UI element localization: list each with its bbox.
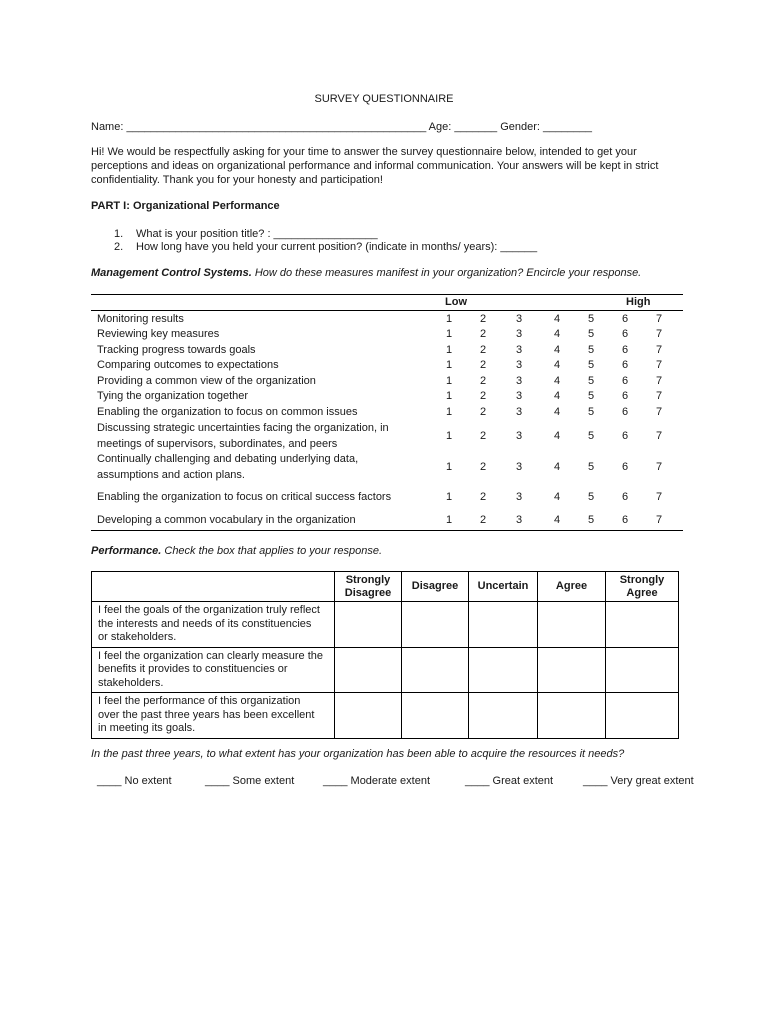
rating-option[interactable]: 1 bbox=[445, 429, 453, 442]
rating-option[interactable]: 1 bbox=[445, 389, 453, 402]
rating-option[interactable]: 1 bbox=[445, 312, 453, 325]
rating-option[interactable]: 2 bbox=[479, 429, 487, 442]
option-moderate-extent[interactable]: ____ Moderate extent bbox=[323, 775, 431, 787]
rating-option[interactable]: 3 bbox=[515, 389, 523, 402]
page-title: SURVEY QUESTIONNAIRE bbox=[314, 93, 454, 105]
rating-option[interactable]: 5 bbox=[587, 343, 595, 356]
rating-option[interactable]: 2 bbox=[479, 513, 487, 526]
checkbox-cell[interactable] bbox=[335, 647, 402, 693]
rating-option[interactable]: 7 bbox=[655, 358, 663, 371]
performance-heading bbox=[91, 545, 382, 557]
rating-option[interactable]: 6 bbox=[621, 343, 629, 356]
rating-option[interactable]: 4 bbox=[553, 460, 561, 473]
rating-table-bottom-rule bbox=[91, 530, 683, 531]
option-very-great-extent[interactable]: ____ Very great extent bbox=[583, 775, 694, 787]
rating-option[interactable]: 2 bbox=[479, 405, 487, 418]
rating-option[interactable]: 2 bbox=[479, 490, 487, 503]
rating-option[interactable]: 1 bbox=[445, 343, 453, 356]
rating-option[interactable]: 1 bbox=[445, 490, 453, 503]
rating-option[interactable]: 6 bbox=[621, 358, 629, 371]
checkbox-cell[interactable] bbox=[335, 693, 402, 739]
rating-option[interactable]: 3 bbox=[515, 374, 523, 387]
rating-option[interactable]: 5 bbox=[587, 460, 595, 473]
rating-option[interactable]: 6 bbox=[621, 429, 629, 442]
checkbox-cell[interactable] bbox=[538, 693, 606, 739]
checkbox-cell[interactable] bbox=[469, 602, 538, 648]
rating-option[interactable]: 2 bbox=[479, 460, 487, 473]
checkbox-cell[interactable] bbox=[469, 647, 538, 693]
rating-option[interactable]: 7 bbox=[655, 490, 663, 503]
rating-option[interactable]: 2 bbox=[479, 389, 487, 402]
rating-option[interactable]: 7 bbox=[655, 513, 663, 526]
rating-option[interactable]: 1 bbox=[445, 460, 453, 473]
rating-option[interactable]: 2 bbox=[479, 374, 487, 387]
rating-option[interactable]: 3 bbox=[515, 343, 523, 356]
rating-option[interactable]: 4 bbox=[553, 358, 561, 371]
rating-row-label: Enabling the organization to focus on critical success factors bbox=[97, 491, 392, 503]
performance-header-row bbox=[92, 572, 679, 602]
rating-option[interactable]: 1 bbox=[445, 327, 453, 340]
checkbox-cell[interactable] bbox=[538, 602, 606, 648]
rating-option[interactable]: 6 bbox=[621, 327, 629, 340]
col-strongly-agree: Strongly Agree bbox=[606, 572, 679, 602]
name-age-gender-line[interactable]: Name: _________________________________________________ Age: _______ Gender: ________ bbox=[91, 121, 592, 133]
rating-option[interactable]: 3 bbox=[515, 429, 523, 442]
mcs-heading bbox=[91, 267, 641, 279]
intro-paragraph: Hi! We would be respectfully asking for your time to answer the survey questionnaire below, intended to get your perceptions and ideas on organizational performance and informal communication. Your answers will be kept in strict confidentiality. Thank you for your honesty and participation! bbox=[91, 146, 659, 186]
rating-option[interactable]: 4 bbox=[553, 312, 561, 325]
rating-option[interactable]: 4 bbox=[553, 374, 561, 387]
rating-option[interactable]: 1 bbox=[445, 513, 453, 526]
rating-option[interactable]: 7 bbox=[655, 389, 663, 402]
checkbox-cell[interactable] bbox=[606, 647, 679, 693]
rating-option[interactable]: 3 bbox=[515, 312, 523, 325]
rating-option[interactable]: 2 bbox=[479, 343, 487, 356]
rating-option[interactable]: 3 bbox=[515, 358, 523, 371]
rating-option[interactable]: 6 bbox=[621, 513, 629, 526]
scale-high-label: High bbox=[626, 296, 651, 308]
col-strongly-disagree: Strongly Disagree bbox=[335, 572, 402, 602]
rating-row-label: Tracking progress towards goals bbox=[97, 344, 256, 356]
part1-heading: PART I: Organizational Performance bbox=[91, 200, 280, 212]
rating-option[interactable]: 4 bbox=[553, 343, 561, 356]
rating-row-label: Enabling the organization to focus on common issues bbox=[97, 406, 358, 418]
performance-row bbox=[92, 647, 679, 693]
rating-option[interactable]: 2 bbox=[479, 358, 487, 371]
rating-option[interactable]: 6 bbox=[621, 405, 629, 418]
option-some-extent[interactable]: ____ Some extent bbox=[205, 775, 295, 787]
checkbox-cell[interactable] bbox=[606, 693, 679, 739]
rating-option[interactable]: 7 bbox=[655, 327, 663, 340]
rating-option[interactable]: 3 bbox=[515, 513, 523, 526]
rating-row-label: Monitoring results bbox=[97, 313, 184, 325]
question-1-text[interactable]: What is your position title? : _________________ bbox=[136, 228, 378, 240]
performance-table bbox=[91, 571, 679, 739]
rating-option[interactable]: 5 bbox=[587, 490, 595, 503]
rating-option[interactable]: 6 bbox=[621, 389, 629, 402]
rating-option[interactable]: 7 bbox=[655, 343, 663, 356]
mcs-heading-rest: How do these measures manifest in your organization? Encircle your response. bbox=[251, 267, 642, 279]
rating-row-label: Comparing outcomes to expectations bbox=[97, 359, 279, 371]
rating-row-label: Tying the organization together bbox=[97, 390, 249, 402]
rating-option[interactable]: 3 bbox=[515, 405, 523, 418]
rating-row-label: Continually challenging and debating underlying data, assumptions and action plans. bbox=[97, 453, 359, 481]
col-uncertain: Uncertain bbox=[469, 572, 538, 602]
rating-option[interactable]: 7 bbox=[655, 405, 663, 418]
option-great-extent[interactable]: ____ Great extent bbox=[465, 775, 554, 787]
rating-option[interactable]: 5 bbox=[587, 405, 595, 418]
rating-option[interactable]: 6 bbox=[621, 312, 629, 325]
rating-option[interactable]: 2 bbox=[479, 312, 487, 325]
checkbox-cell[interactable] bbox=[606, 602, 679, 648]
rating-option[interactable]: 3 bbox=[515, 460, 523, 473]
rating-option[interactable]: 7 bbox=[655, 374, 663, 387]
performance-heading-rest: Check the box that applies to your response. bbox=[161, 545, 383, 557]
rating-option[interactable]: 3 bbox=[515, 490, 523, 503]
rating-table-top-rule bbox=[91, 294, 683, 295]
checkbox-cell[interactable] bbox=[335, 602, 402, 648]
question-2-text[interactable]: How long have you held your current position? (indicate in months/ years): ______ bbox=[136, 241, 538, 253]
rating-row-label: Providing a common view of the organization bbox=[97, 375, 316, 387]
rating-option[interactable]: 2 bbox=[479, 327, 487, 340]
rating-option[interactable]: 5 bbox=[587, 513, 595, 526]
rating-option[interactable]: 5 bbox=[587, 374, 595, 387]
rating-option[interactable]: 6 bbox=[621, 374, 629, 387]
option-no-extent[interactable]: ____ No extent bbox=[97, 775, 172, 787]
rating-option[interactable]: 5 bbox=[587, 429, 595, 442]
resources-question: In the past three years, to what extent has your organization has been able to acquire the resources it needs? bbox=[91, 748, 625, 760]
checkbox-cell[interactable] bbox=[469, 693, 538, 739]
rating-option[interactable]: 1 bbox=[445, 405, 453, 418]
rating-table-header-rule bbox=[91, 310, 683, 311]
rating-option[interactable]: 5 bbox=[587, 327, 595, 340]
rating-row-label: Discussing strategic uncertainties facing the organization, in meetings of supervisors, subordinates, and peers bbox=[97, 422, 389, 450]
statement-header-cell bbox=[92, 572, 335, 602]
scale-low-label: Low bbox=[445, 296, 467, 308]
checkbox-cell[interactable] bbox=[402, 647, 469, 693]
rating-option[interactable]: 4 bbox=[553, 327, 561, 340]
checkbox-cell[interactable] bbox=[402, 693, 469, 739]
rating-option[interactable]: 6 bbox=[621, 490, 629, 503]
performance-row bbox=[92, 693, 679, 739]
rating-option[interactable]: 4 bbox=[553, 429, 561, 442]
performance-statement-1: I feel the goals of the organization truly reflect the interests and needs of its constituencies or stakeholders. bbox=[92, 602, 335, 648]
mcs-heading-bold: Management Control Systems. bbox=[91, 267, 252, 279]
rating-option[interactable]: 4 bbox=[553, 389, 561, 402]
rating-option[interactable]: 7 bbox=[655, 429, 663, 442]
rating-option[interactable]: 5 bbox=[587, 312, 595, 325]
rating-row-label: Developing a common vocabulary in the organization bbox=[97, 514, 356, 526]
col-agree: Agree bbox=[538, 572, 606, 602]
checkbox-cell[interactable] bbox=[538, 647, 606, 693]
rating-option[interactable]: 3 bbox=[515, 327, 523, 340]
rating-option[interactable]: 5 bbox=[587, 389, 595, 402]
rating-row-label: Reviewing key measures bbox=[97, 328, 220, 340]
performance-row bbox=[92, 602, 679, 648]
rating-option[interactable]: 1 bbox=[445, 374, 453, 387]
rating-option[interactable]: 6 bbox=[621, 460, 629, 473]
question-number-1: 1. bbox=[114, 228, 124, 240]
rating-option[interactable]: 5 bbox=[587, 358, 595, 371]
question-number-2: 2. bbox=[114, 241, 124, 253]
performance-statement-2: I feel the organization can clearly measure the benefits it provides to constituencies or stakeholders. bbox=[92, 647, 335, 693]
rating-option[interactable]: 4 bbox=[553, 490, 561, 503]
rating-option[interactable]: 7 bbox=[655, 312, 663, 325]
rating-option[interactable]: 4 bbox=[553, 405, 561, 418]
col-disagree: Disagree bbox=[402, 572, 469, 602]
rating-option[interactable]: 4 bbox=[553, 513, 561, 526]
performance-heading-bold: Performance. bbox=[91, 545, 162, 557]
checkbox-cell[interactable] bbox=[402, 602, 469, 648]
rating-option[interactable]: 7 bbox=[655, 460, 663, 473]
rating-option[interactable]: 1 bbox=[445, 358, 453, 371]
performance-statement-3: I feel the performance of this organization over the past three years has been excellent in meeting its goals. bbox=[92, 693, 335, 739]
